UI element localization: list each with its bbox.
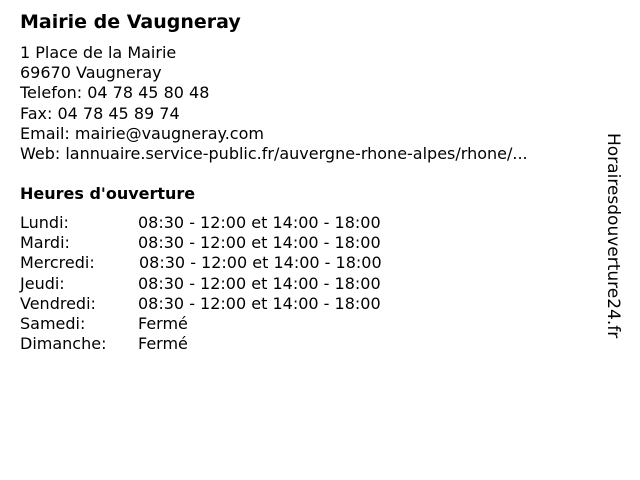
hours-time: 08:30 - 12:00 et 14:00 - 18:00 — [138, 273, 381, 293]
address-block — [20, 43, 528, 164]
website-link: Web: lannuaire.service-public.fr/auvergne-rhone-alpes/rhone/... — [20, 143, 528, 163]
hours-time: 08:30 - 12:00 et 14:00 - 18:00 — [139, 253, 382, 273]
street-address: 1 Place de la Mairie — [20, 43, 177, 62]
hours-day: Mercredi: — [20, 253, 95, 273]
page-title: Mairie de Vaugneray — [20, 11, 241, 33]
hours-day: Lundi: — [20, 213, 69, 232]
hours-day: Mardi: — [20, 233, 70, 253]
site-watermark: Horairesdouverture24.fr — [603, 133, 623, 339]
hours-time: 08:30 - 12:00 et 14:00 - 18:00 — [138, 293, 381, 313]
hours-day: Vendredi: — [20, 293, 96, 313]
fax-number: Fax: 04 78 45 89 74 — [20, 103, 180, 123]
hours-day: Dimanche: — [20, 334, 107, 354]
hours-time: Fermé — [138, 334, 188, 354]
hours-time: 08:30 - 12:00 et 14:00 - 18:00 — [138, 233, 381, 253]
hours-day: Samedi: — [20, 313, 86, 333]
hours-time: Fermé — [138, 313, 188, 333]
hours-heading: Heures d'ouverture — [20, 184, 196, 203]
city-address: 69670 Vaugneray — [20, 63, 162, 83]
hours-day: Jeudi: — [20, 273, 65, 293]
phone-number: Telefon: 04 78 45 80 48 — [20, 83, 210, 103]
email-address: Email: mairie@vaugneray.com — [20, 123, 264, 143]
hours-time: 08:30 - 12:00 et 14:00 - 18:00 — [138, 213, 381, 232]
